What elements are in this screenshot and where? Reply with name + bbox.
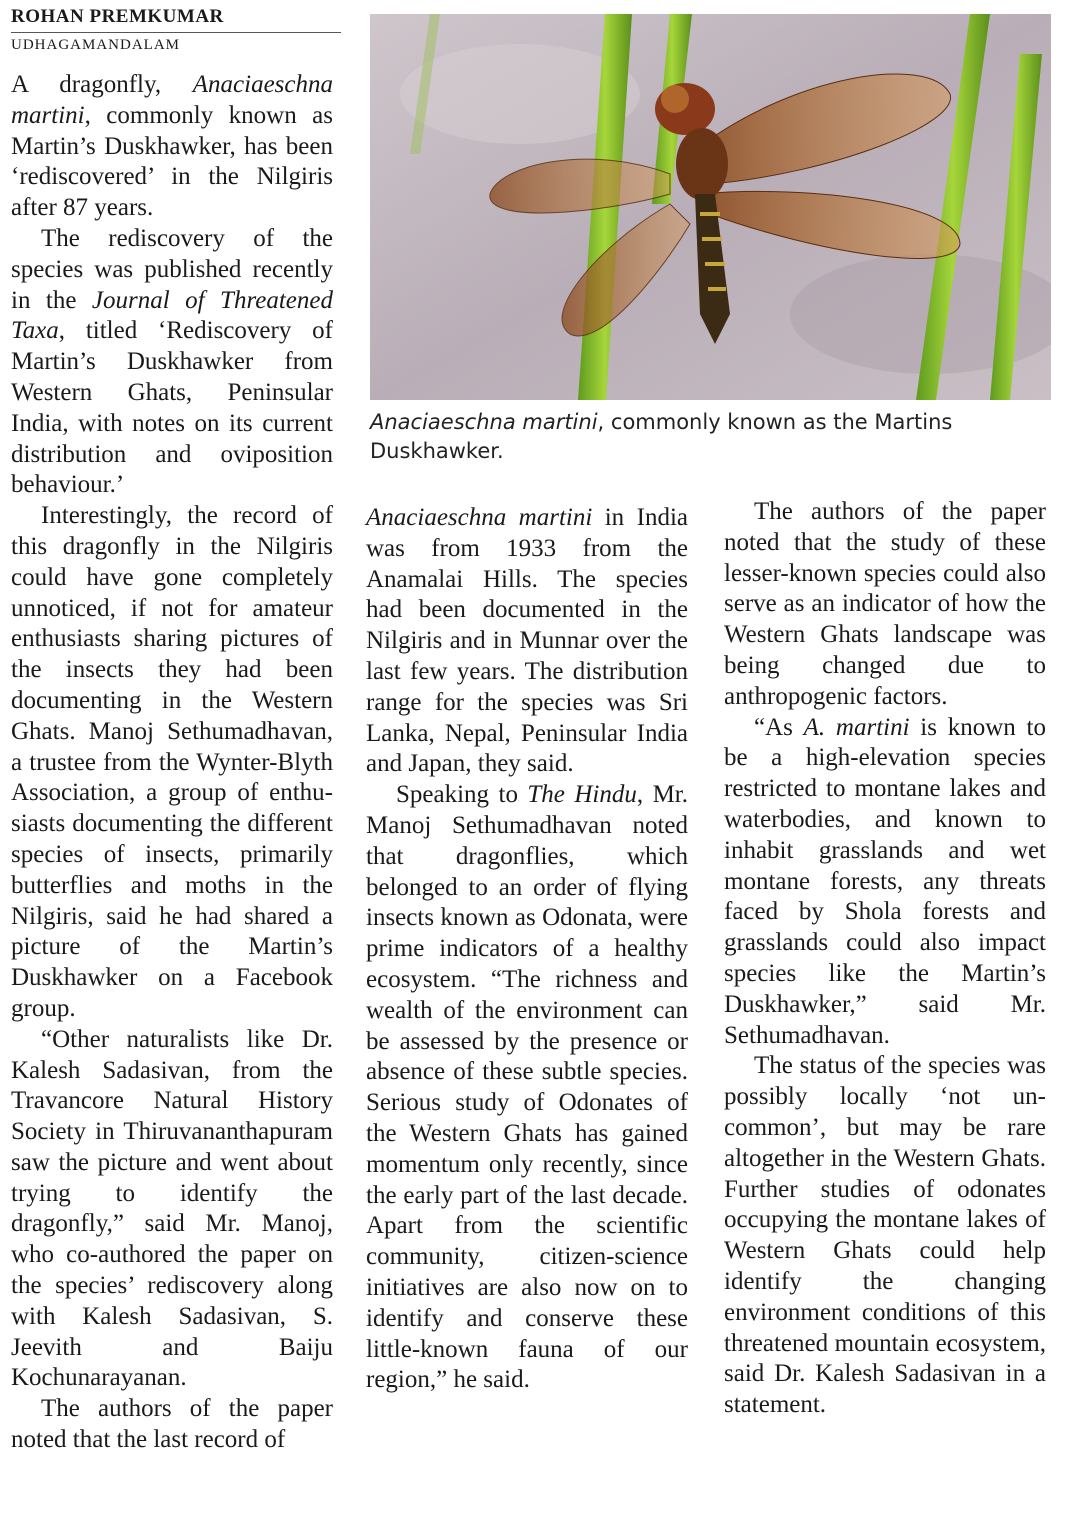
article-paragraph: The authors of the paper noted that the study of these lesser-known species could also serve as an indicator of how the Western Ghats landscape was being changed due to anthropogenic factors. — [724, 498, 1046, 710]
dateline-location: UDHAGAMANDALAM — [11, 37, 180, 53]
article-paragraph: The authors of the paper noted that the last record of — [11, 1395, 333, 1454]
article-column-2 — [366, 503, 688, 1396]
photo-caption: Anaciaeschna martini, commonly known as the Martins Duskhawker. — [370, 410, 953, 463]
article-paragraph: “Other naturalists like Dr. Kalesh Sadasivan, from the Travancore Natural History Society in Thiruvananthapuram saw the picture and went about trying to identify the dragonfly,” said Mr. Manoj, who co-authored the paper on the species’ rediscovery along with Kalesh Sadasivan, S. Jeevith and Baiju Kochunarayanan. — [11, 1025, 333, 1392]
author-name: ROHAN PREMKUMAR — [11, 6, 224, 27]
article-paragraph: “As A. martini is known to be a high-elevation species restricted to montane lakes and waterbodies, and known to inhabit grasslands and wet montane forests, any threats faced by Shola forests and grasslands could also impact species like the Martin’s Duskhawker,” said Mr. Sethumadhavan. — [724, 713, 1046, 1049]
article-paragraph: The rediscovery of the species was published recently in the Journal of Threatened Taxa, titled ‘Rediscovery of Martin’s Duskhawker from Western Ghats, Peninsular India, with notes on its current distribution and oviposition behaviour.’ — [11, 224, 333, 499]
dragonfly-illustration — [370, 14, 1051, 400]
byline — [11, 6, 341, 55]
dragonfly-photo — [370, 14, 1051, 400]
article-paragraph: Speaking to The Hindu, Mr. Manoj Sethumadhavan noted that dragonflies, which belonged to an order of flying insects known as Odonata, were prime indicators of a healthy ecosystem. “The richness and wealth of the environment can be assessed by the presence or absence of these subtle species. Serious study of Odonates of the Western Ghats has gained momentum only recently, since the early part of the last decade. Apart from the scientific community, citizen-science initiatives are also now on to identify and conserve these little-known fauna of our region,” he said. — [366, 781, 688, 1394]
article-paragraph: The status of the species was possibly locally ‘not uncommon’, but may be rare altogether in the Western Ghats. Further studies of odonates occupying the montane lakes of Western Ghats could help identify the changing environment conditions of this threatened mountain ecosystem, said Dr. Kalesh Sadasivan in a statement. — [724, 1052, 1046, 1419]
byline-divider — [11, 32, 341, 33]
article-column-3 — [724, 497, 1046, 1421]
article-column-1 — [11, 70, 333, 1456]
article-paragraph: Interestingly, the record of this dragonfly in the Nilgiris could have gone completely unnoticed, if not for amateur enthusiasts sharing pictures of the insects they had been documenting in the Western Ghats. Manoj Sethumadhavan, a trustee from the Wynter-Blyth Association, a group of enthusiasts documenting the different species of insects, primarily butterflies and moths in the Nilgiris, said he had shared a picture of the Martin’s Duskhawker on a Facebook group. — [11, 502, 333, 1022]
article-paragraph: Anaciaeschna martini in India was from 1933 from the Anamalai Hills. The species had been documented in the Nilgiris and in Munnar over the last few years. The distribution range for the species was Sri Lanka, Nepal, Peninsular India and Japan, they said. — [366, 504, 688, 778]
article-paragraph: A dragonfly, Anaciaeschna martini, commonly known as Martin’s Duskhawker, has been ‘rediscovered’ in the Nilgiris after 87 years. — [11, 71, 333, 222]
